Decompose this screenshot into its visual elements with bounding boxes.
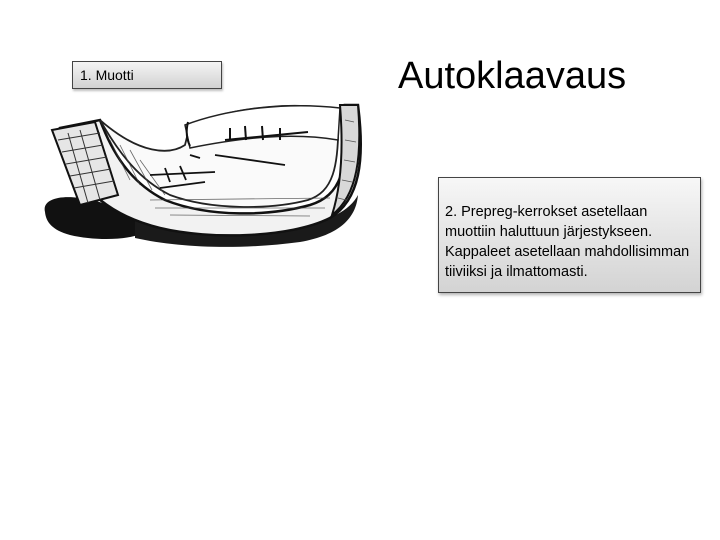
slide-title: Autoklaavaus xyxy=(398,55,627,97)
mold-illustration xyxy=(40,100,370,255)
step-label: 1. Muotti xyxy=(80,67,134,83)
description-text: 2. Prepreg-kerrokset asetellaan muottiin haluttuun järjestykseen. Kappaleet asetellaan mahdollisimman tiiviiksi ja ilmattomasti. xyxy=(445,204,690,280)
step-label-box xyxy=(72,61,222,89)
description-box xyxy=(438,177,701,293)
